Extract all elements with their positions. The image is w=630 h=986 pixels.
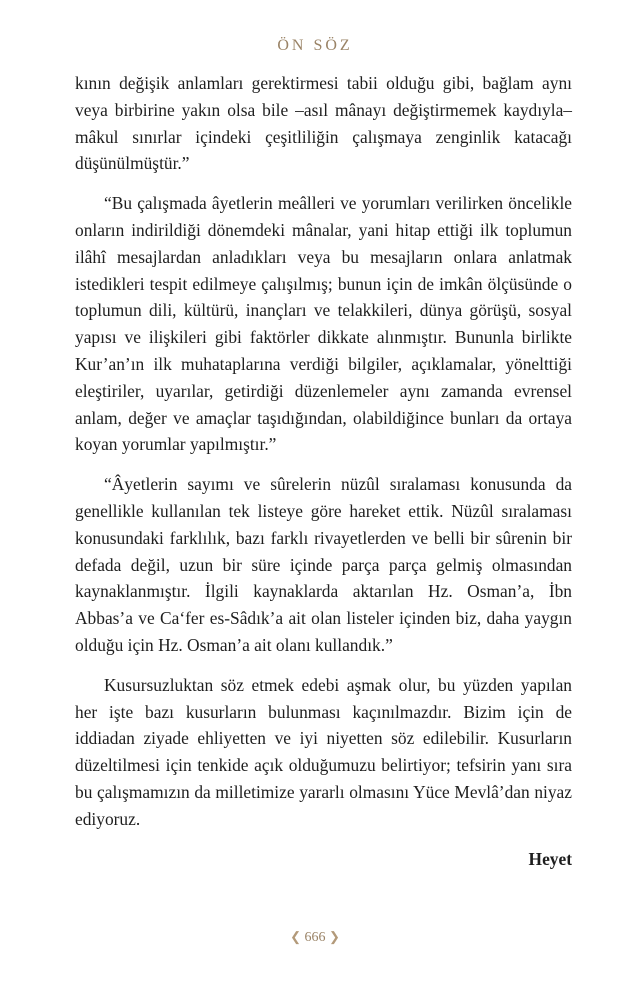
page-number: 666 [304, 930, 326, 945]
body-text [75, 70, 572, 872]
paragraph-quote-1: “Bu çalışmada âyetlerin meâlleri ve yorumları verilirken öncelikle onların indirildiği dönemdeki mânalar, yani hitap ettiği ilk toplumun ilâhî mesajlardan anladıkları veya bu mesajların onlara anlatmak istedikleri tespit edilmeye çalışılmış; bunun için de imkân ölçüsünde o toplumun dili, kültürü, inançları ve telakkileri, dünya görüşü, sosyal yapısı ve ilişkileri gibi faktörler dikkate alınmıştır. Bununla birlikte Kur’an’ın ilk muhataplarına verdiği bilgiler, açıklamalar, yönelttiği eleştiriler, uyarılar, getirdiği düzenlemeler aynı zamanda evrensel anlam, değer ve amaçlar taşıdığından, olabildiğince bunları da ortaya koyan yorumlar yapılmıştır.” [75, 193, 572, 455]
ornament-right-icon: ❯ [329, 929, 340, 944]
ornament-left-icon: ❮ [290, 929, 301, 944]
paragraph-continued: kının değişik anlamları gerektirmesi tabii olduğu gibi, bağlam aynı veya birbirine yakın olsa bile –asıl mânayı değiştirmemek kaydıyla– mâkul sınırlar içindeki çeşitliliğin çalışmaya zenginlik katacağı düşünülmüştür.” [75, 73, 572, 174]
running-head: ÖN SÖZ [277, 37, 353, 54]
paragraph-closing: Kusursuzluktan söz etmek edebi aşmak olur, bu yüzden yapılan her işte bazı kusurların bulunması kaçınılmazdır. Bizim için de iddiadan ziyade ehliyetten ve iyi niyetten söz edilebilir. Kusurların düzeltilmesi için tenkide açık olduğumuzu belirtiyor; tefsirin yanı sıra bu çalışmamızın da milletimize yararlı olmasını Yüce Mevlâ’dan niyaz ediyoruz. [75, 674, 572, 829]
paragraph-quote-2: “Âyetlerin sayımı ve sûrelerin nüzûl sıralaması konusunda da genellikle kullanılan tek listeye göre hareket ettik. Nüzûl sıralaması konusundaki farklılık, bazı farklı rivayetlerden ve belli bir sûrenin bir defada değil, uzun bir süre içinde parça parça gelmiş olmasından kaynaklanmıştır. İlgili kaynaklarda aktarılan Hz. Osman’a, İbn Abbas’a ve Ca‘fer es-Sâdık’a ait olan listeler içinden biz, daha yaygın olduğu için Hz. Osman’a ait olanı kullandık.” [75, 474, 572, 655]
page-folio [0, 929, 630, 946]
signature: Heyet [528, 848, 572, 869]
